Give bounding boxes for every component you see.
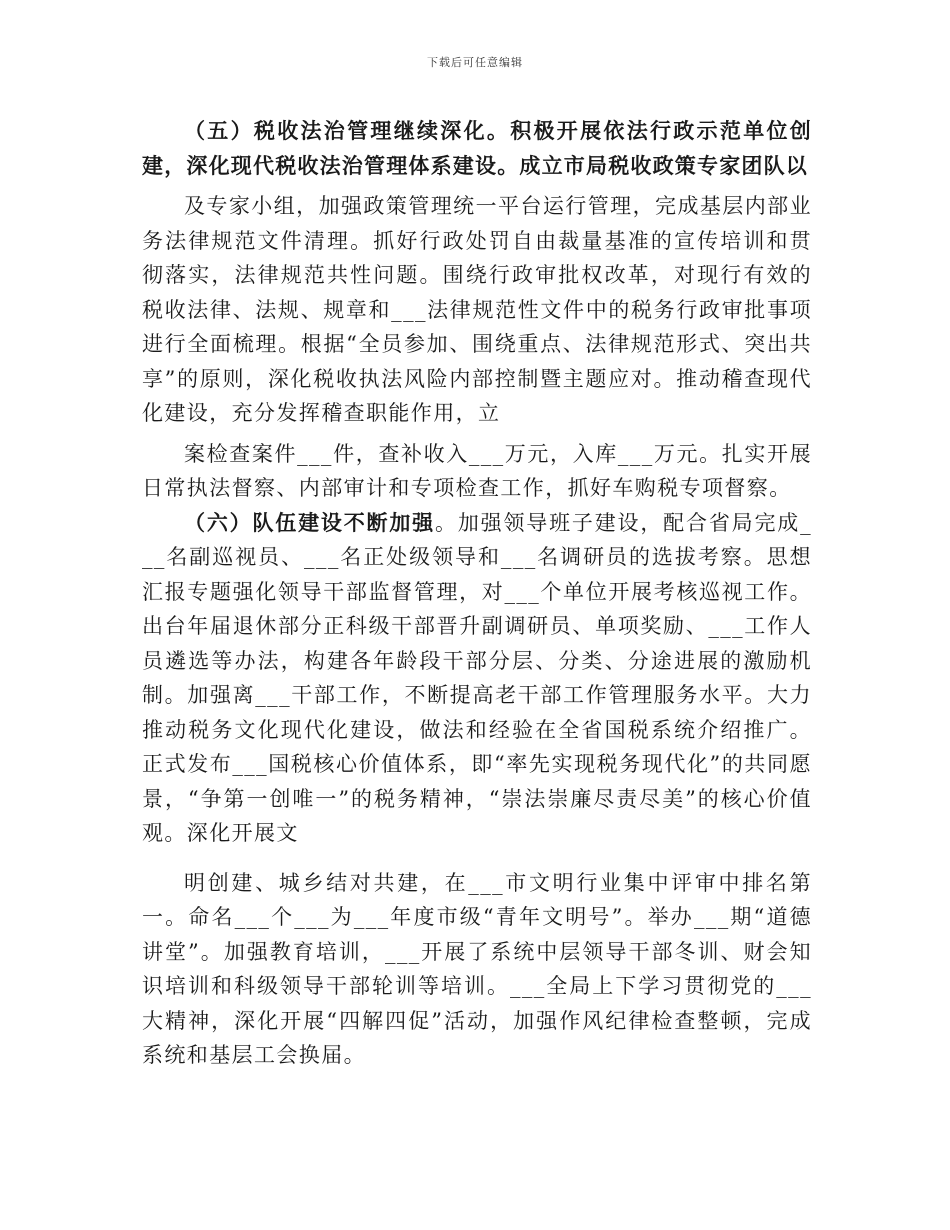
section-6-paragraph-1 [142,506,812,851]
section-5-heading: （五）税收法治管理继续深化。积极开展依法行政示范单位创建，深化现代税收法治管理体系建设。成立市局税收政策专家团队以 [142,119,812,178]
section-6-heading-rest: 。加强领导班子建设，配合省局完成___名副巡视员、___名正处级领导和___名调研员的选拔考察。思想汇报专题强化领导干部监督管理，对___个单位开展考核巡视工作。出台年届退休部分正科级干部晋升副调研员、单项奖励、___工作人员遴选等办法，构建各年龄段干部分层、分类、分途进展的激励机制。加强离___干部工作，不断提高老干部工作管理服务水平。大力推动税务文化现代化建设，做法和经验在全省国税系统介绍推广。正式发布___国税核心价值体系，即“率先实现税务现代化”的共同愿景，“争第一创唯一”的税务精神，“崇法崇廉尽责尽美”的核心价值观。深化开展文 [142,510,812,845]
page-header: 下载后可任意编辑 [427,56,523,69]
section-6-paragraph-2: 明创建、城乡结对共建，在___市文明行业集中评审中排名第一。命名___个___为___年度市级“青年文明号”。举办___期“道德讲堂”。加强教育培训，___开展了系统中层领导干部冬训、财会知识培训和科级领导干部轮训等培训。___全局上下学习贯彻党的___大精神，深化开展“四解四促”活动，加强作风纪律检查整顿，完成系统和基层工会换届。 [142,870,812,1067]
section-6-heading: （六）队伍建设不断加强 [184,510,435,535]
section-5-paragraph-1: 及专家小组，加强政策管理统一平台运行管理，完成基层内部业务法律规范文件清理。抓好行政处罚自由裁量基准的宣传培训和贯彻落实，法律规范共性问题。围绕行政审批权改革，对现行有效的税收法律、法规、规章和___法律规范性文件中的税务行政审批事项进行全面梳理。根据“全员参加、围绕重点、法律规范形式、突出共享”的原则，深化税收执法风险内部控制暨主题应对。推动稽查现代化建设，充分发挥稽查职能作用，立 [142,194,812,425]
section-5-paragraph-2: 案检查案件___件，查补收入___万元，入库___万元。扎实开展日常执法督察、内部审计和专项检查工作，抓好车购税专项督察。 [142,441,812,500]
document-body [142,114,812,1073]
